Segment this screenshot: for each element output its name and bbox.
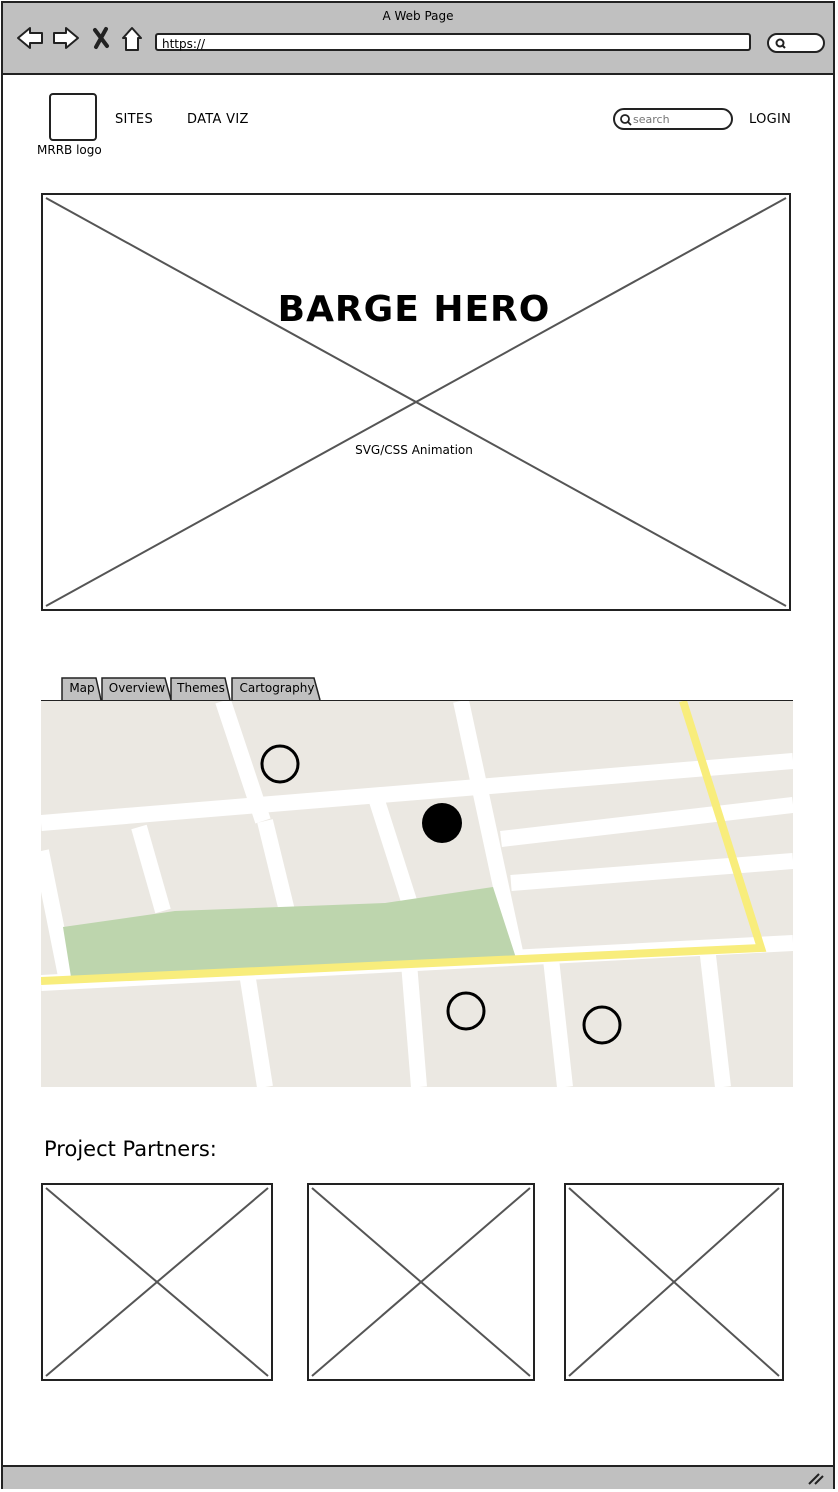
- partner-logo-placeholder[interactable]: [564, 1183, 784, 1381]
- map-canvas[interactable]: [41, 701, 793, 1087]
- map-view[interactable]: [41, 701, 793, 1087]
- window-title: A Web Page: [382, 9, 454, 23]
- hero-title: BARGE HERO: [277, 289, 551, 330]
- back-icon[interactable]: [15, 25, 45, 55]
- map-marker-selected[interactable]: [422, 803, 462, 843]
- home-icon[interactable]: [119, 25, 149, 55]
- partner-logo-placeholder[interactable]: [307, 1183, 535, 1381]
- logo-caption: MRRB logo: [37, 143, 102, 157]
- hero-subtitle: SVG/CSS Animation: [355, 443, 473, 457]
- resize-grip-icon[interactable]: [807, 1471, 827, 1487]
- search-icon: [772, 35, 792, 51]
- close-icon[interactable]: [91, 25, 121, 55]
- tab-themes[interactable]: Themes: [170, 676, 232, 700]
- search-input[interactable]: [633, 111, 725, 127]
- tab-overview[interactable]: Overview: [101, 676, 173, 700]
- browser-search[interactable]: [767, 33, 825, 53]
- tab-cartography[interactable]: Cartography: [231, 676, 323, 700]
- nav-data-viz[interactable]: DATA VIZ: [187, 112, 249, 127]
- browser-toolbar: [3, 3, 833, 75]
- nav-sites[interactable]: SITES: [115, 112, 153, 127]
- site-search[interactable]: [613, 108, 733, 130]
- hero-image-placeholder: [41, 193, 791, 611]
- logo-placeholder[interactable]: [49, 93, 97, 141]
- status-bar: [3, 1465, 833, 1489]
- tab-map[interactable]: Map: [61, 676, 103, 700]
- address-bar[interactable]: https://: [155, 33, 751, 51]
- partners-heading: Project Partners:: [44, 1137, 217, 1161]
- search-icon: [619, 113, 633, 127]
- forward-icon[interactable]: [51, 25, 81, 55]
- partner-logo-placeholder[interactable]: [41, 1183, 273, 1381]
- browser-window: [1, 1, 835, 1489]
- login-link[interactable]: LOGIN: [749, 112, 792, 127]
